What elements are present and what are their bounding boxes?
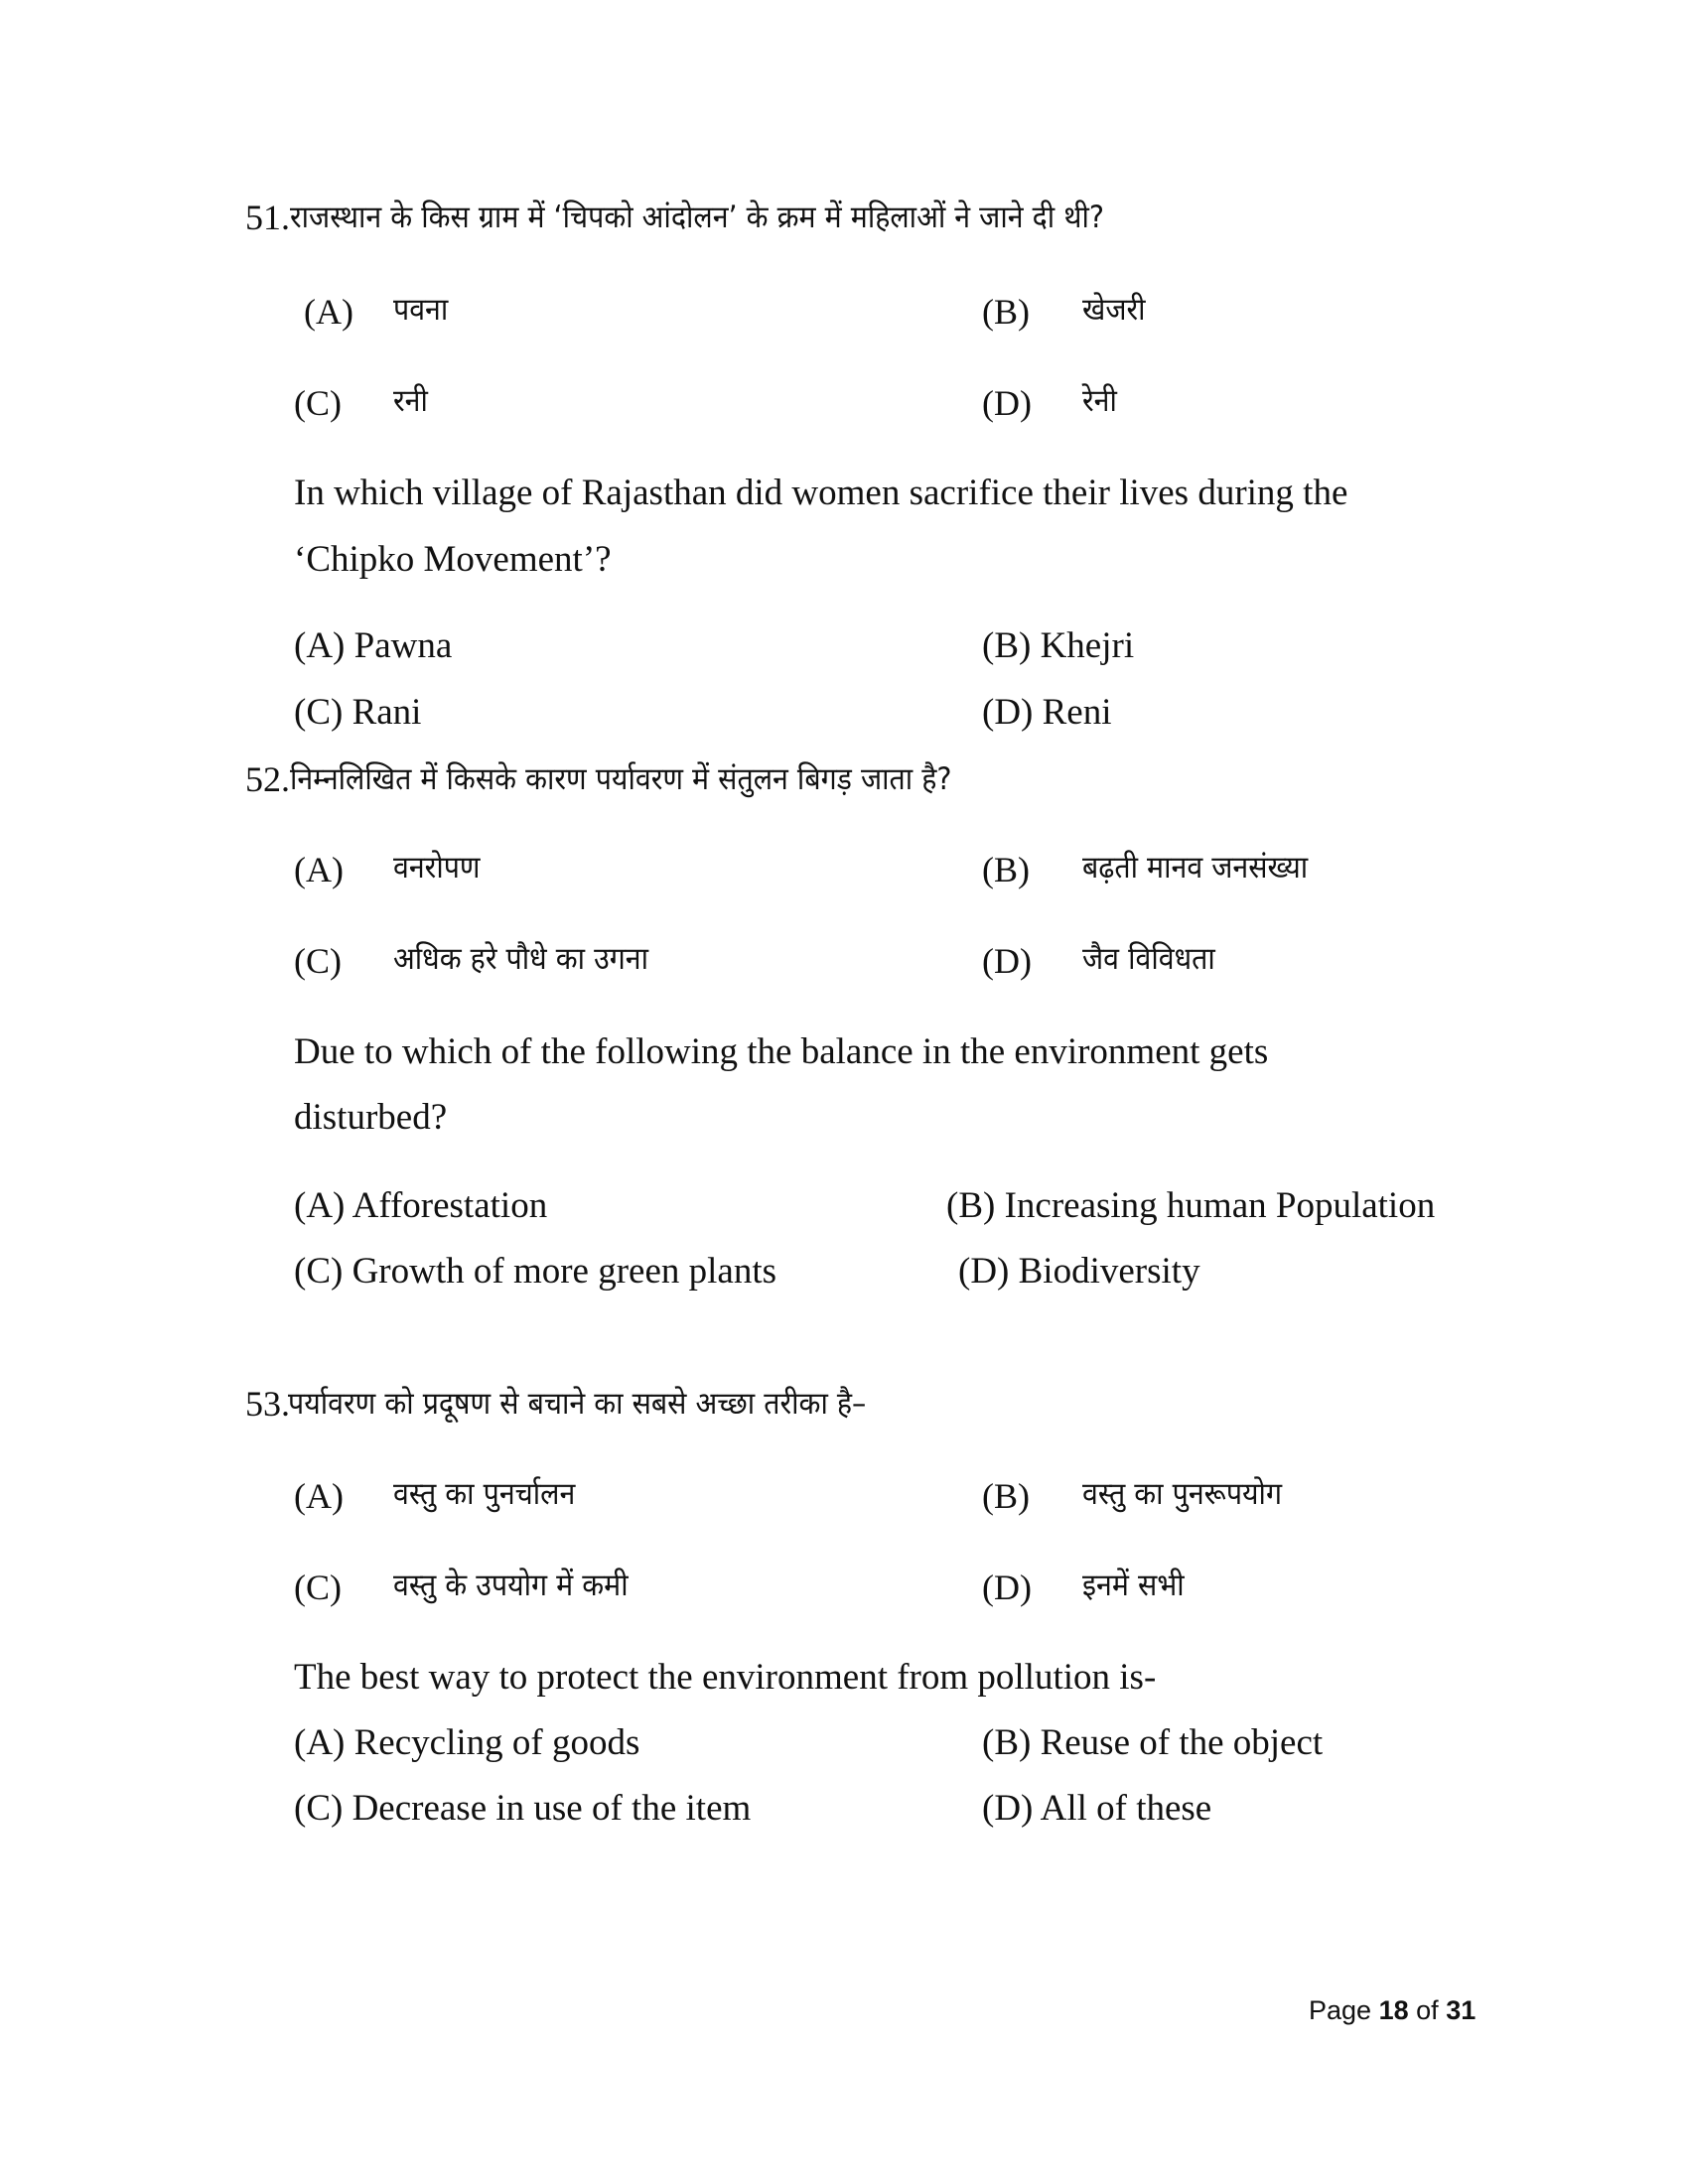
- option-label: (A): [294, 625, 346, 666]
- question-number: 53.: [245, 1384, 290, 1424]
- option-label-a: (A): [294, 850, 344, 889]
- option-text-hindi-c[interactable]: रनी: [393, 383, 428, 419]
- option-text: Growth of more green plants: [352, 1251, 777, 1292]
- option-text: All of these: [1040, 1788, 1212, 1829]
- question-text-english-line1: The best way to protect the environment from pollution is-: [294, 1657, 1157, 1698]
- option-text-hindi-a[interactable]: पवना: [393, 292, 449, 328]
- option-text-hindi-d[interactable]: रेनी: [1082, 383, 1117, 419]
- option-text: Decrease in use of the item: [352, 1788, 752, 1829]
- question-text-english-line2: ‘Chipko Movement’?: [294, 539, 612, 580]
- option-english-c[interactable]: [294, 691, 421, 735]
- option-english-a[interactable]: [294, 1721, 639, 1765]
- option-label: (C): [294, 1251, 344, 1292]
- option-label: (B): [946, 1185, 996, 1226]
- question-text-english-line1: In which village of Rajasthan did women sacrifice their lives during the: [294, 473, 1348, 513]
- question-text-hindi: पर्यावरण को प्रदूषण से बचाने का सबसे अच्छा तरीका है–: [288, 1386, 867, 1422]
- option-english-c[interactable]: [294, 1787, 751, 1831]
- option-english-b[interactable]: [946, 1184, 1435, 1228]
- option-label: (C): [294, 1788, 344, 1829]
- option-text: Reuse of the object: [1040, 1722, 1324, 1763]
- question-text-english-line1: Due to which of the following the balance in the environment gets: [294, 1031, 1269, 1072]
- option-label: (B): [982, 625, 1032, 666]
- option-label: (A): [294, 1185, 346, 1226]
- option-label: (D): [958, 1251, 1010, 1292]
- option-english-b[interactable]: [982, 1721, 1323, 1765]
- option-label: (D): [982, 1788, 1034, 1829]
- option-label-a: (A): [294, 1476, 344, 1516]
- option-label: (B): [982, 1722, 1032, 1763]
- option-text: Reni: [1042, 692, 1112, 733]
- option-label-c: (C): [294, 1568, 342, 1607]
- option-label-b: (B): [982, 850, 1030, 889]
- option-text: Afforestation: [352, 1185, 548, 1226]
- option-english-c[interactable]: [294, 1250, 776, 1294]
- option-text: Biodiversity: [1018, 1251, 1200, 1292]
- question-text-hindi: राजस्थान के किस ग्राम में ‘चिपको आंदोलन’ के क्रम में महिलाओं ने जाने दी थी?: [290, 200, 1104, 235]
- question-number: 51.: [245, 198, 290, 237]
- question-number: 52.: [245, 759, 290, 799]
- current-page: 18: [1378, 1995, 1409, 2025]
- option-label-d: (D): [982, 383, 1032, 423]
- question-text-english-line2: disturbed?: [294, 1097, 448, 1138]
- option-label-b: (B): [982, 292, 1030, 332]
- option-label-c: (C): [294, 941, 342, 981]
- option-english-a[interactable]: [294, 624, 452, 668]
- option-text-hindi-b[interactable]: बढ़ती मानव जनसंख्या: [1082, 850, 1309, 886]
- option-text: Recycling of goods: [353, 1722, 640, 1763]
- option-english-d[interactable]: [982, 1787, 1211, 1831]
- option-label-d: (D): [982, 941, 1032, 981]
- option-label-b: (B): [982, 1476, 1030, 1516]
- option-english-d[interactable]: [958, 1250, 1200, 1294]
- option-text: Pawna: [353, 625, 453, 666]
- option-text-hindi-b[interactable]: वस्तु का पुनरूपयोग: [1082, 1476, 1283, 1512]
- option-text-hindi-c[interactable]: अधिक हरे पौधे का उगना: [393, 941, 649, 977]
- option-text-hindi-a[interactable]: वस्तु का पुनर्चालन: [393, 1476, 576, 1512]
- option-text: Rani: [352, 692, 422, 733]
- option-text-hindi-b[interactable]: खेजरी: [1082, 292, 1146, 328]
- option-english-b[interactable]: [982, 624, 1134, 668]
- page-of-label: of: [1416, 1995, 1439, 2025]
- option-text: Khejri: [1040, 625, 1135, 666]
- page-number-footer: [1309, 1995, 1476, 2026]
- option-text: Increasing human Population: [1004, 1185, 1436, 1226]
- option-label: (C): [294, 692, 344, 733]
- option-english-a[interactable]: [294, 1184, 547, 1228]
- page-prefix: Page: [1309, 1995, 1372, 2025]
- option-label-a: (A): [304, 292, 353, 332]
- option-label-d: (D): [982, 1568, 1032, 1607]
- option-label: (A): [294, 1722, 346, 1763]
- option-label-c: (C): [294, 383, 342, 423]
- option-text-hindi-c[interactable]: वस्तु के उपयोग में कमी: [393, 1568, 629, 1603]
- option-label: (D): [982, 692, 1034, 733]
- option-english-d[interactable]: [982, 691, 1112, 735]
- option-text-hindi-a[interactable]: वनरोपण: [393, 850, 481, 886]
- option-text-hindi-d[interactable]: इनमें सभी: [1082, 1568, 1185, 1603]
- total-pages: 31: [1446, 1995, 1477, 2025]
- option-text-hindi-d[interactable]: जैव विविधता: [1082, 941, 1215, 977]
- question-text-hindi: निम्नलिखित में किसके कारण पर्यावरण में संतुलन बिगड़ जाता है?: [290, 761, 952, 797]
